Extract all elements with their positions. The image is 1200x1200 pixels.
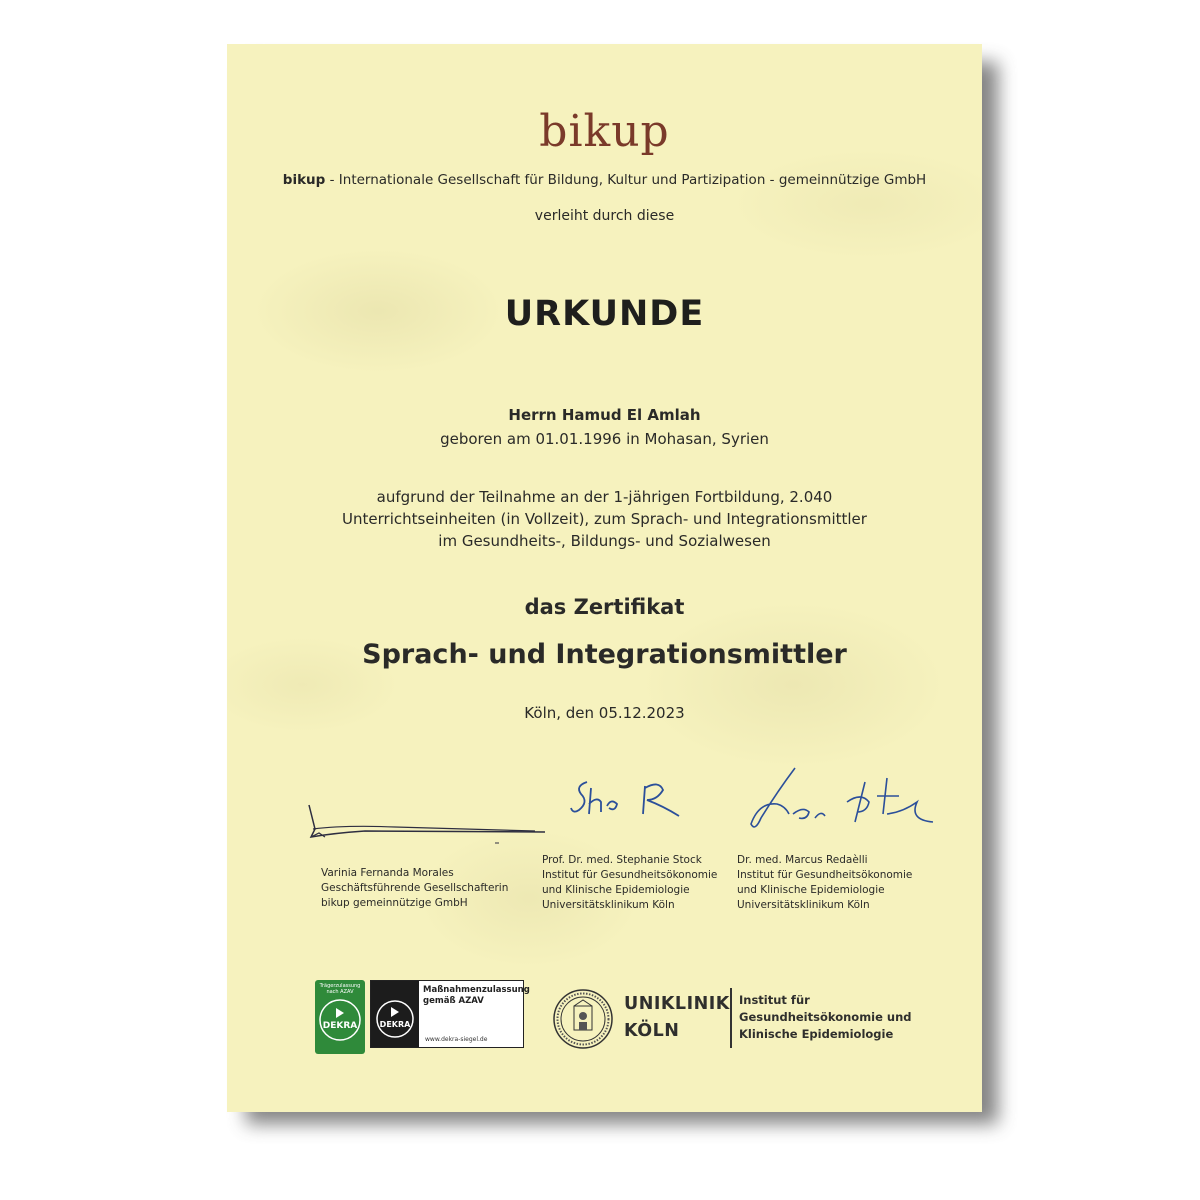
dekra-seal-icon xyxy=(371,981,419,1047)
recipient-name: Herrn Hamud El Amlah xyxy=(508,406,701,424)
uniklinik-seal-icon xyxy=(552,988,614,1050)
signatory-line: Prof. Dr. med. Stephanie Stock xyxy=(542,854,702,866)
dekra-label: DEKRA xyxy=(322,1021,358,1031)
reason-line: Unterrichtseinheiten (in Vollzeit), zum Sprach- und Integrationsmittler xyxy=(342,510,867,528)
signatory-line: Institut für Gesundheitsökonomie xyxy=(542,869,718,881)
organization-short-name: bikup xyxy=(282,172,326,188)
dekra-massnahmen-badge xyxy=(370,980,530,1048)
signatory-line: Universitätsklinikum Köln xyxy=(542,899,675,911)
signatory-line: Dr. med. Marcus Redaèlli xyxy=(737,854,868,866)
uniklinik-line: UNIKLINIK xyxy=(624,994,730,1014)
certificate-name: Sprach- und Integrationsmittler xyxy=(362,639,847,670)
badge-top-text: Trägerzulassung nach AZAV xyxy=(319,983,361,995)
dekra-url: www.dekra-siegel.de xyxy=(425,1036,488,1043)
organization-line xyxy=(227,172,982,188)
zulassung-text xyxy=(423,985,530,1007)
organization-full-name: - Internationale Gesellschaft für Bildung, Kultur und Partizipation - gemeinnützige GmbH xyxy=(325,172,927,188)
bikup-logo: bikup xyxy=(539,106,670,157)
document-title: URKUNDE xyxy=(504,294,705,334)
signature-morales xyxy=(305,799,555,849)
place-date: Köln, den 05.12.2023 xyxy=(524,704,685,722)
zulassung-line: gemäß AZAV xyxy=(423,996,484,1006)
signatory-line: Varinia Fernanda Morales xyxy=(321,867,454,879)
signatory-line: Geschäftsführende Gesellschafterin xyxy=(321,882,509,894)
signatory-line: bikup gemeinnützige GmbH xyxy=(321,897,468,909)
signatory-line: Universitätsklinikum Köln xyxy=(737,899,870,911)
uniklinik-line: KÖLN xyxy=(624,1021,680,1041)
recipient-birth: geboren am 01.01.1996 in Mohasan, Syrien xyxy=(440,430,769,448)
dekra-label: DEKRA xyxy=(379,1020,411,1029)
reason-line: aufgrund der Teilnahme an der 1-jährigen Fortbildung, 2.040 xyxy=(376,488,833,506)
zulassung-line: Maßnahmenzulassung xyxy=(423,985,530,995)
signatory-morales xyxy=(321,866,508,911)
uniklinik-institute xyxy=(739,992,912,1043)
institute-line: Klinische Epidemiologie xyxy=(739,1027,894,1041)
certificate-page xyxy=(227,44,982,1112)
uniklinik-divider xyxy=(730,988,732,1048)
signatory-redaelli xyxy=(737,853,912,913)
signatory-stock xyxy=(542,853,717,913)
uniklinik-name xyxy=(624,991,730,1045)
signature-stock xyxy=(567,772,697,832)
badge-dark-block xyxy=(371,981,419,1047)
institute-line: Gesundheitsökonomie und xyxy=(739,1010,912,1024)
dekra-seal-icon xyxy=(315,996,365,1052)
reason-line: im Gesundheits-, Bildungs- und Sozialwesen xyxy=(438,532,771,550)
certificate-intro: das Zertifikat xyxy=(524,595,685,619)
award-reason xyxy=(227,486,982,552)
institute-line: Institut für xyxy=(739,993,810,1007)
dekra-traeger-badge xyxy=(315,980,365,1054)
signatory-line: und Klinische Epidemiologie xyxy=(542,884,690,896)
award-intro: verleiht durch diese xyxy=(534,208,675,224)
signature-redaelli xyxy=(737,762,937,842)
signatory-line: Institut für Gesundheitsökonomie xyxy=(737,869,913,881)
signatory-line: und Klinische Epidemiologie xyxy=(737,884,885,896)
